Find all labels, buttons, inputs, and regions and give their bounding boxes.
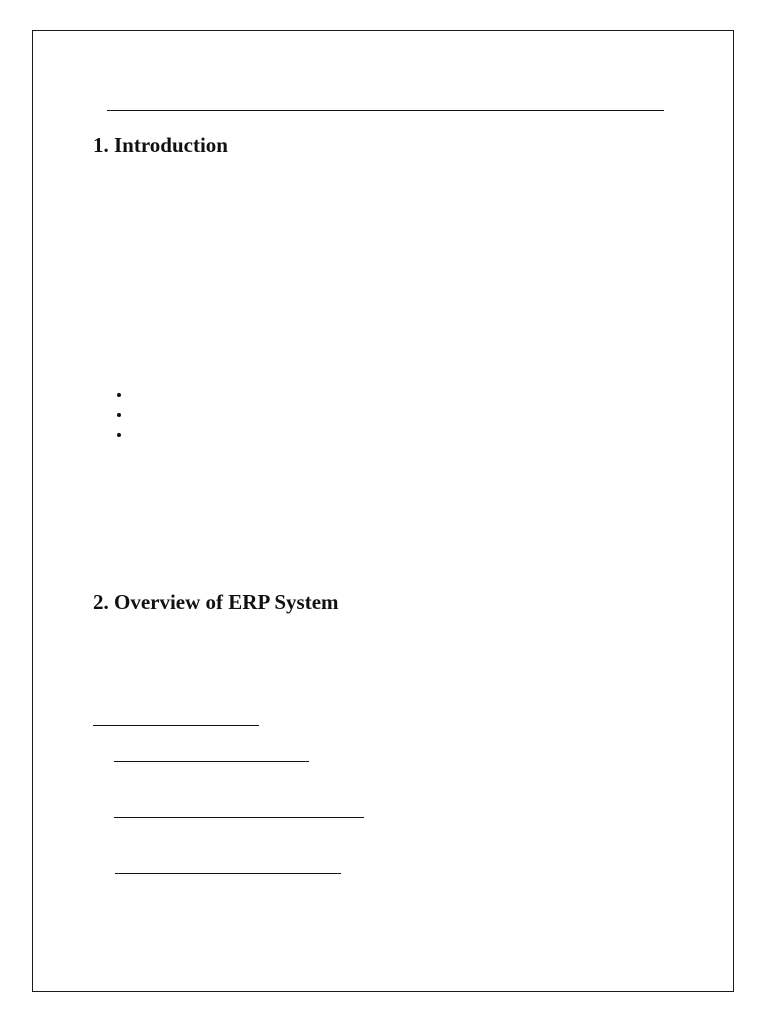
sub-item-underline-3 [115,873,341,874]
intro-bullet-list [117,385,137,445]
subheading-underline [93,725,259,726]
bullet-icon [117,393,121,397]
section-heading-introduction: 1. Introduction [93,133,228,157]
bullet-icon [117,413,121,417]
bullet-icon [117,433,121,437]
header-rule [107,110,664,111]
list-item [117,425,137,445]
list-item [117,385,137,405]
section-heading-erp-overview: 2. Overview of ERP System [93,590,339,614]
list-item [117,405,137,425]
sub-item-underline-1 [114,761,309,762]
sub-item-underline-2 [114,817,364,818]
document-page [32,30,734,992]
